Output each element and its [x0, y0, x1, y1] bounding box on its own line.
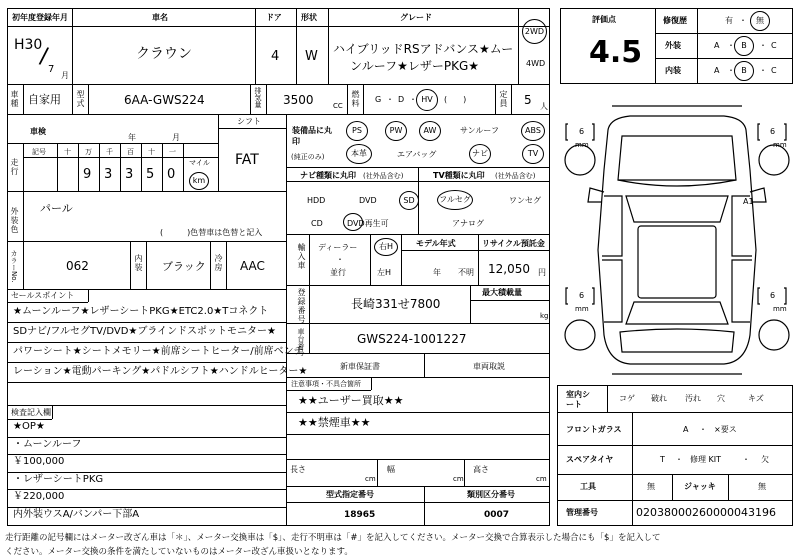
recycle-value: 12,050	[488, 262, 530, 276]
doors-label: ドア	[266, 13, 282, 22]
displacement-value: 3500	[283, 93, 314, 107]
inspector-line: ￥220,000	[13, 491, 65, 502]
import-label: 輸入車	[297, 243, 306, 270]
length-label: 長さ	[290, 465, 306, 474]
ext-a: A	[714, 41, 720, 50]
height-label: 高さ	[473, 465, 489, 474]
spare-label: スペアタイヤ	[566, 455, 614, 464]
mileage-unit-4: 十	[148, 148, 155, 156]
repair-sep: ・	[739, 16, 747, 25]
grade-line-1: ハイブリッドRSアドバンス★ムー	[333, 42, 514, 56]
car-damage-diagram	[560, 100, 794, 380]
interior-color-label: 内装	[134, 254, 143, 272]
sales-point-rule	[7, 362, 286, 363]
vehicle-manual: 車両取説	[473, 362, 505, 371]
registration-label: 登録番号	[297, 288, 306, 324]
ac-value: AAC	[240, 259, 265, 273]
interior-grade-label: 内装	[665, 66, 681, 75]
footer-note-2: ください。メーター交換の条件を満たしていないものはメーター改ざん車扱いとなります。	[5, 547, 353, 557]
shape-value: W	[305, 49, 318, 64]
car-name-label: 車名	[152, 13, 168, 22]
ext-dot-2: ・	[759, 41, 767, 50]
equip-aw-text: AW	[423, 126, 437, 135]
note-line: ★★ユーザー買取★★	[298, 394, 404, 407]
equip-abs-text: ABS	[525, 126, 541, 135]
mileage-digit-3: 3	[125, 167, 134, 182]
mile-label: マイル	[189, 159, 210, 167]
navi-sd	[399, 191, 419, 210]
tools-value: 無	[647, 482, 655, 491]
import-right-h-text: 右H	[378, 242, 393, 251]
type-no-label: 型式指定番号	[326, 490, 374, 499]
equip-ps-text: PS	[352, 126, 362, 135]
repair-yes: 有	[725, 16, 733, 25]
inspector-rule	[7, 454, 286, 455]
inspector-rule	[7, 437, 286, 438]
windshield-dot: ・	[699, 425, 707, 434]
fuel-label: 燃料	[351, 90, 360, 108]
mileage-divider	[183, 143, 184, 191]
recycle-label: リサイクル預託金	[482, 239, 545, 248]
sales-point-rule	[7, 322, 286, 323]
sales-point-rule	[7, 382, 286, 383]
mileage-digit-4: 5	[146, 167, 155, 182]
cc-unit: CC	[333, 102, 343, 110]
km-unit: km	[192, 176, 206, 185]
exterior-color-value: パール	[40, 202, 73, 215]
first-reg-year: H30	[14, 37, 43, 53]
navi-hdd: HDD	[307, 196, 326, 205]
inspector-line: ￥100,000	[13, 456, 65, 467]
mileage-unit-0: 十	[64, 148, 71, 156]
grade-line-2: ンルーフ★レザーPKG★	[350, 59, 480, 73]
interior-color-value: ブラック	[162, 260, 206, 273]
max-load-unit: kg	[540, 312, 549, 320]
ext-b	[734, 36, 754, 56]
repair-no	[750, 11, 770, 31]
usage-value: 自家用	[28, 93, 61, 106]
equip-ps	[346, 121, 368, 141]
mileage-label: 走行	[10, 158, 19, 176]
mileage-divider	[162, 143, 163, 191]
fuel-hv-circle	[416, 89, 438, 111]
shift-value: FAT	[235, 152, 259, 168]
interior-sheet-item: 破れ	[651, 394, 667, 403]
tv-analog: アナログ	[452, 219, 484, 228]
fuel-dot-2: ・	[409, 95, 417, 104]
sales-points-label: セールスポイント	[11, 291, 75, 300]
footer-note-1: 走行距離の記号欄にはメーター改ざん車は「＊」、メーター交換車は「$」、走行不明車は「#」を記入してください。メーター交換で合算表示した場合にも「$」を記入して	[5, 533, 661, 543]
first-reg-month: 7	[48, 64, 55, 75]
score-label: 評価点	[592, 15, 616, 24]
notes-label: 注意事項・不具合箇所	[291, 380, 361, 388]
windshield-x: ×要ス	[714, 425, 737, 434]
ac-label: 冷房	[214, 254, 223, 272]
equip-abs	[521, 121, 545, 141]
mileage-divider	[99, 143, 100, 191]
mileage-digit-2: 3	[104, 167, 113, 182]
mileage-unit-3: 百	[127, 148, 134, 156]
mileage-unit-5: 一	[169, 148, 176, 156]
equip-sunroof: サンルーフ	[460, 126, 499, 135]
color-change-note: ( )色替車は色替と記入	[160, 228, 263, 237]
equip-tv-text: TV	[527, 149, 539, 158]
sales-point-line: レーション★電動パーキング★パドルシフト★ハンドルヒーター★	[13, 366, 308, 377]
interior-sheet-label: 室内シート	[566, 390, 590, 409]
capacity-unit: 人	[540, 102, 548, 111]
inspector-label: 検査記入欄	[11, 408, 51, 417]
exterior-grade-label: 外装	[665, 41, 681, 50]
car-name: クラウン	[136, 46, 192, 62]
repair-label: 修復歴	[663, 16, 687, 25]
jack-label: ジャッキ	[684, 482, 716, 491]
new-car-warranty: 新車保証書	[340, 362, 380, 371]
int-dot-2: ・	[759, 66, 767, 75]
capacity-label: 定員	[499, 90, 508, 108]
interior-sheet-item: 汚れ	[685, 394, 701, 403]
windshield-a: A	[683, 425, 689, 434]
tread-rl-unit: mm	[575, 305, 589, 313]
spare-none: 欠	[761, 455, 769, 464]
width-label: 幅	[387, 465, 395, 474]
registration-value: 長崎331せ7800	[351, 297, 441, 311]
spare-t: T	[660, 455, 665, 464]
tread-fl-unit: mm	[575, 141, 589, 149]
equip-tv	[522, 144, 544, 164]
note-line: ★★禁煙車★★	[298, 416, 371, 429]
int-dot-1: ・	[727, 66, 735, 75]
ext-dot-1: ・	[727, 41, 735, 50]
tread-rl: 6	[579, 291, 585, 300]
damage-mark-a1: A1	[743, 197, 754, 206]
mgmt-value: 02038000260000043196	[636, 506, 776, 519]
equip-leather	[346, 144, 372, 164]
recycle-unit: 円	[538, 268, 546, 277]
inspector-rule	[7, 507, 286, 508]
navi-cd: CD	[311, 219, 323, 228]
color-no-label: カラーNo.	[10, 250, 18, 283]
model-label: 型式	[76, 90, 85, 108]
import-left-h: 左H	[377, 268, 392, 277]
tread-fl: 6	[579, 127, 585, 136]
shift-label: シフト	[237, 117, 261, 126]
type-no-value: 18965	[344, 510, 376, 520]
mgmt-label: 管理番号	[566, 508, 598, 517]
tread-fr-unit: mm	[773, 141, 787, 149]
fuel-d: D	[398, 95, 405, 104]
interior-sheet-item: キズ	[748, 394, 764, 403]
height-unit: cm	[536, 475, 547, 483]
navi-label: ナビ種類に丸印	[300, 171, 356, 180]
fuel-dot-1: ・	[386, 95, 394, 104]
ext-b-text: B	[741, 41, 747, 50]
interior-sheet-item: コゲ	[619, 394, 635, 403]
import-dealer: ディーラー	[318, 243, 358, 252]
fuel-other: ( )	[444, 95, 467, 104]
int-b	[734, 61, 754, 81]
mileage-record-label: 記号	[32, 148, 46, 156]
drive-2wd: 2WD	[524, 26, 545, 36]
type-class-value: 0007	[484, 510, 510, 520]
import-dot: ・	[336, 255, 344, 264]
tread-rr-unit: mm	[773, 305, 787, 313]
inspector-line: ★OP★	[13, 421, 45, 432]
month-unit: 月	[61, 71, 69, 80]
inspector-line: ・レザーシートPKG	[13, 473, 104, 485]
max-load-label: 最大積載量	[482, 288, 522, 297]
inspector-rule	[7, 489, 286, 490]
width-unit: cm	[453, 475, 464, 483]
category-label: 車種	[10, 90, 19, 108]
displacement-label: 排気量	[254, 87, 262, 108]
chassis-label: 車台番号	[297, 328, 305, 356]
model-year-unknown: 不明	[458, 268, 474, 277]
ext-c: C	[771, 41, 777, 50]
tv-fullseg	[437, 190, 473, 210]
equip-aw	[419, 121, 441, 141]
km-circle	[189, 172, 209, 190]
mileage-divider	[78, 143, 79, 191]
tv-oneseg: ワンセグ	[509, 196, 541, 205]
mileage-digit-1: 9	[83, 167, 92, 182]
model-value: 6AA-GWS224	[124, 93, 205, 107]
model-year-unit: 年	[433, 268, 441, 277]
windshield-label: フロントガラス	[566, 425, 622, 434]
navi-dvd: DVD	[359, 196, 377, 205]
spare-dot-1: ・	[675, 455, 683, 464]
inspector-rule	[7, 472, 286, 473]
model-year-label: モデル年式	[416, 239, 456, 248]
int-b-text: B	[741, 66, 747, 75]
capacity-value: 5	[524, 93, 532, 107]
slash-divider: /	[37, 43, 50, 70]
int-c: C	[771, 66, 777, 75]
mileage-digit-5: 0	[167, 167, 176, 182]
color-no-value: 062	[66, 259, 89, 273]
tv-fullseg-text: フルセグ	[439, 195, 471, 204]
tv-label: TV種類に丸印	[433, 171, 485, 180]
sales-point-rule	[7, 342, 286, 343]
equip-navi-text: ナビ	[472, 149, 488, 158]
interior-sheet-item: 穴	[717, 394, 725, 403]
inspection-month-unit: 月	[172, 133, 180, 142]
navi-sub: (社外品含む)	[363, 172, 404, 180]
inspection-year-unit: 年	[128, 133, 136, 142]
shape-label: 形状	[301, 13, 317, 22]
jack-value: 無	[758, 482, 766, 491]
equip-leather-text: 本革	[351, 149, 367, 158]
navi-sd-text: SD	[403, 195, 415, 205]
tools-label: 工具	[580, 482, 596, 491]
sales-point-line: SDナビ/フルセグTV/DVD★ブラインドスポットモニター★	[13, 326, 276, 337]
note-rule	[286, 412, 550, 413]
equip-airbag: エアバッグ	[397, 150, 437, 159]
navi-dvd-play: DVD再生可	[347, 219, 389, 228]
inspector-line: 内外装ウスA/バンパー下部A	[13, 508, 140, 520]
tread-rr: 6	[770, 291, 776, 300]
equipment-label: 装備品に丸印	[292, 126, 332, 146]
repair-no-text: 無	[756, 16, 764, 25]
int-a: A	[714, 66, 720, 75]
exterior-color-label: 外装色	[10, 207, 19, 234]
drive-4wd: 4WD	[526, 59, 546, 68]
fuel-hv: HV	[421, 95, 433, 104]
mileage-divider	[120, 143, 121, 191]
mileage-divider	[141, 143, 142, 191]
doors-value: 4	[271, 49, 280, 64]
equipment-sub: (純正のみ)	[291, 153, 325, 161]
sales-point-line: ★ムーンルーフ★レザーシートPKG★ETC2.0★Tコネクト	[13, 306, 269, 317]
type-class-label: 類別区分番号	[467, 490, 515, 499]
score-value: 4.5	[589, 35, 643, 70]
equip-pw-text: PW	[389, 126, 403, 135]
inspector-line: ・ムーンルーフ	[13, 438, 82, 450]
tv-sub: (社外品含む)	[495, 172, 536, 180]
import-right-h	[374, 238, 398, 256]
equip-navi	[469, 144, 491, 164]
mileage-unit-1: 万	[85, 148, 92, 156]
navi-dvd-play-circle	[343, 213, 363, 231]
note-rule	[286, 434, 550, 435]
inspection-label: 車検	[30, 127, 46, 136]
tread-fr: 6	[770, 127, 776, 136]
grade-label: グレード	[400, 13, 432, 22]
length-unit: cm	[365, 475, 376, 483]
equip-pw	[385, 121, 407, 141]
import-parallel: 並行	[330, 268, 346, 277]
fuel-g: G	[375, 95, 382, 104]
spare-kit: 修理 KIT	[690, 455, 722, 464]
sales-point-line: パワーシート★シートメモリー★前席シートヒーター/前席ベンチ	[13, 346, 304, 357]
chassis-value: GWS224-1001227	[357, 332, 467, 346]
drive-2wd-circle	[522, 19, 547, 44]
year-label: 初年度登録年月	[12, 13, 68, 22]
spare-dot-2: ・	[742, 455, 750, 464]
mileage-unit-2: 千	[106, 148, 113, 156]
